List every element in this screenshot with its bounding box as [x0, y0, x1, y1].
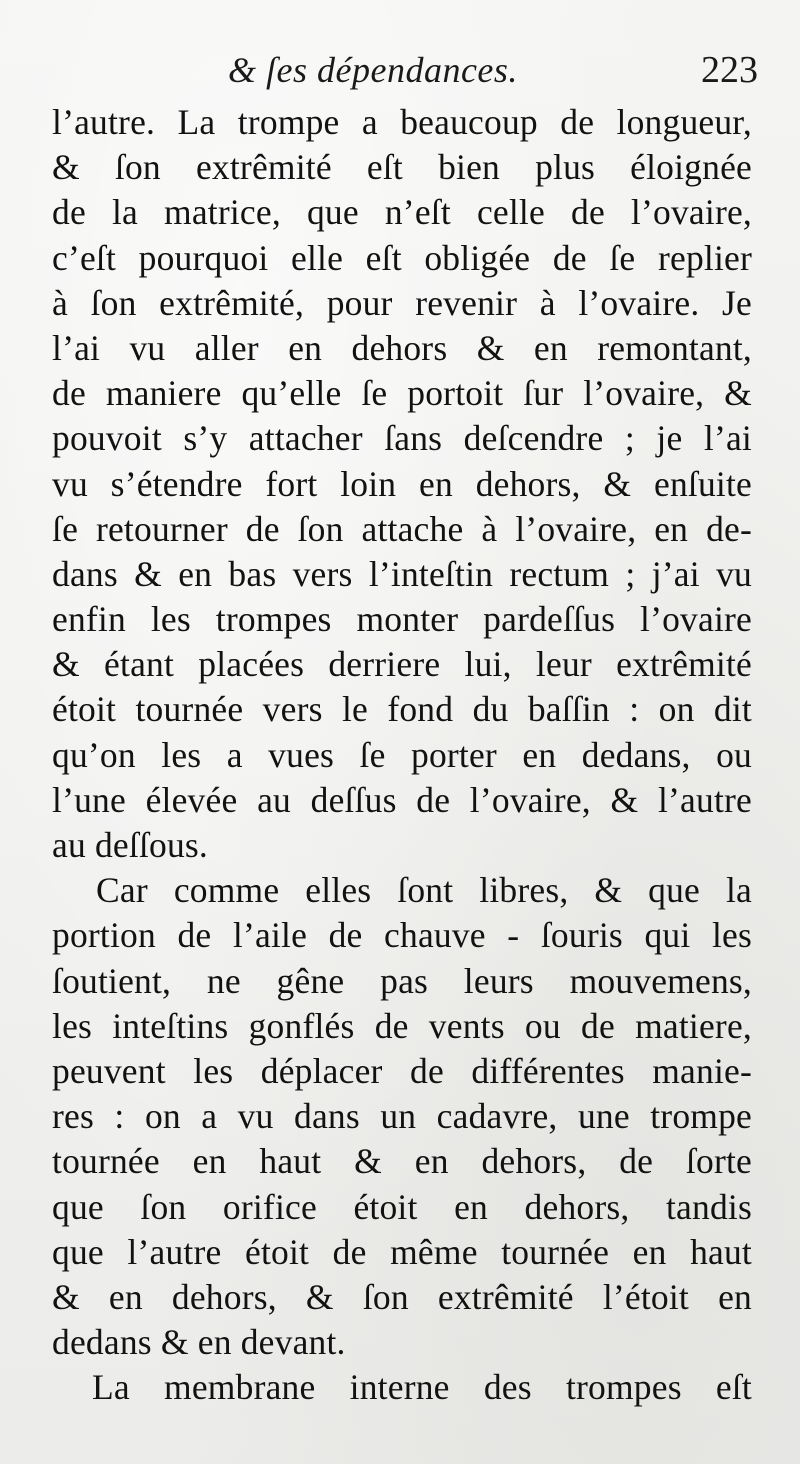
text-line: res : on a vu dans un cadavre, une trompe [52, 1096, 752, 1137]
text-line: & en dehors, & ſon extrêmité l’étoit en [52, 1276, 752, 1317]
paragraph-1 [52, 100, 752, 868]
text-line: les inteſtins gonflés de vents ou de matiere, [52, 1005, 752, 1046]
text-line: enfin les trompes monter pardeſſus l’ovaire [52, 599, 752, 640]
text-line: que l’autre étoit de même tournée en haut [52, 1231, 752, 1272]
text-line: de la matrice, que n’eſt celle de l’ovaire, [52, 192, 752, 233]
text-line: l’ai vu aller en dehors & en remontant, [52, 327, 752, 368]
text-line: de maniere qu’elle ſe portoit ſur l’ovaire, & [52, 373, 752, 414]
text-line: ſoutient, ne gêne pas leurs mouvemens, [52, 960, 752, 1001]
paragraph-3 [52, 1365, 752, 1410]
text-line: & ſon extrêmité eſt bien plus éloignée [52, 147, 752, 188]
text-line: étoit tournée vers le fond du baſſin : on dit [52, 689, 752, 730]
text-line: dedans & en devant. [52, 1322, 346, 1363]
text-line: qu’on les a vues ſe porter en dedans, ou [52, 734, 752, 775]
running-title: & ſes dépendances. [228, 50, 518, 90]
text-line: l’autre. La trompe a beaucoup de longueur, [52, 102, 752, 142]
text-line: Car comme elles ſont libres, & que la [96, 870, 752, 911]
text-line: à ſon extrêmité, pour revenir à l’ovaire. Je [52, 282, 752, 323]
text-line: & étant placées derriere lui, leur extrêmité [52, 644, 752, 685]
page-number: 223 [701, 49, 758, 91]
text-line: tournée en haut & en dehors, de ſorte [52, 1141, 752, 1182]
text-line: l’une élevée au deſſus de l’ovaire, & l’autre [52, 779, 752, 820]
text-line: c’eſt pourquoi elle eſt obligée de ſe replier [52, 237, 752, 278]
paragraph-2 [52, 868, 752, 1365]
body-text [52, 100, 752, 1410]
text-line: dans & en bas vers l’inteſtin rectum ; j’ai vu [52, 553, 752, 594]
text-line: au deſſous. [52, 825, 209, 865]
text-line: La membrane interne des trompes eſt [92, 1367, 752, 1408]
text-line: peuvent les déplacer de différentes manie- [52, 1050, 752, 1091]
text-line: que ſon orifice étoit en dehors, tandis [52, 1186, 752, 1227]
text-line: vu s’étendre fort loin en dehors, & enſuite [52, 463, 752, 504]
page-header [0, 44, 800, 100]
text-line: portion de l’aile de chauve - ſouris qui les [52, 915, 752, 956]
text-line: ſe retourner de ſon attache à l’ovaire, en de- [52, 508, 752, 549]
text-line: pouvoit s’y attacher ſans deſcendre ; je l’ai [52, 418, 752, 459]
